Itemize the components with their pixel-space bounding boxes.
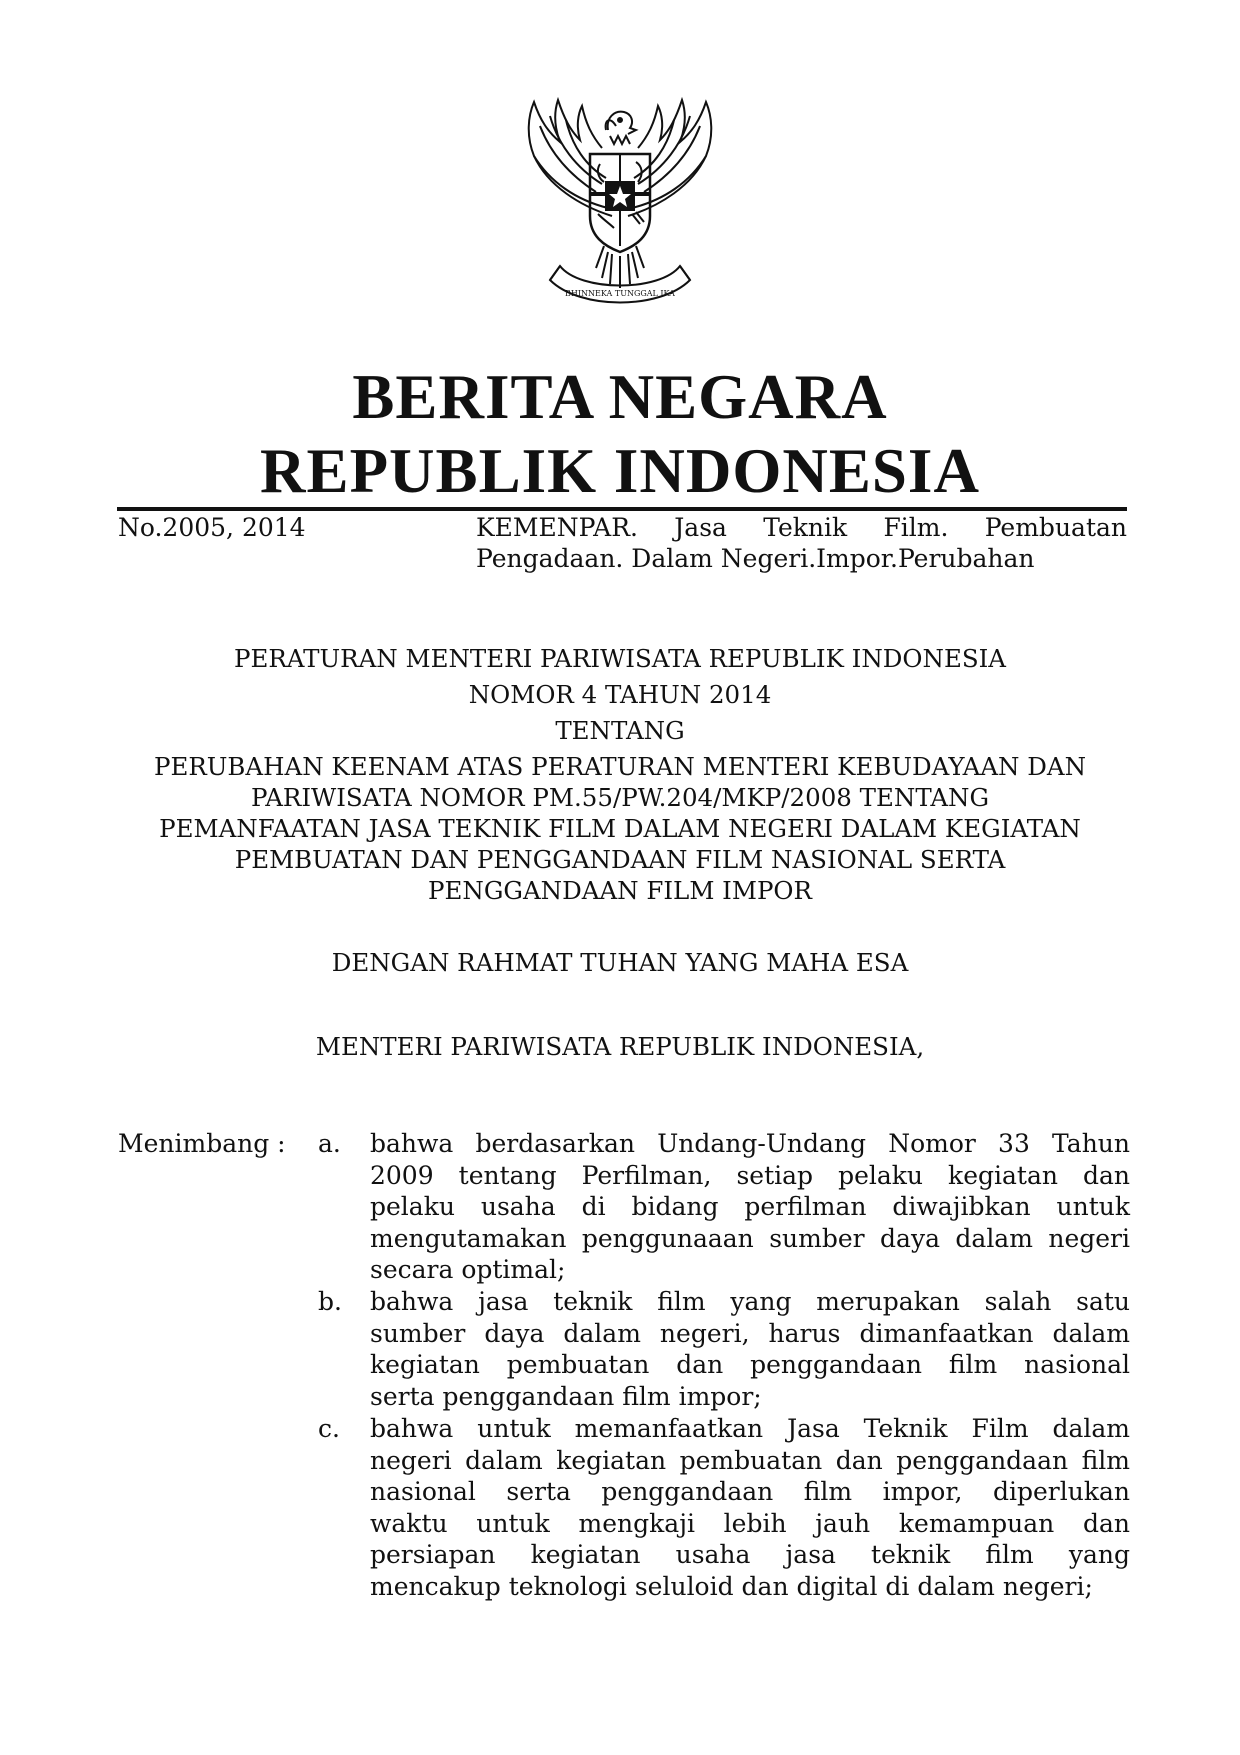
regulation-title-line: PENGGANDAAN FILM IMPOR (428, 876, 812, 905)
item-line: pelaku usaha di bidang perfilman diwajibkan untuk (370, 1192, 1130, 1221)
regulation-heading-line2: NOMOR 4 TAHUN 2014 (468, 680, 772, 709)
item-line: mencakup teknologi seluloid dan digital di dalam negeri; (370, 1571, 1093, 1601)
masthead-title-line2: REPUBLIK INDONESIA (260, 436, 980, 506)
masthead-divider (117, 507, 1127, 511)
item-line: kegiatan pembuatan dan penggandaan film nasional (370, 1350, 1130, 1379)
item-line: secara optimal; (370, 1255, 566, 1284)
item-marker: a. (318, 1129, 341, 1158)
item-marker: b. (318, 1287, 342, 1316)
item-line: bahwa jasa teknik film yang merupakan salah satu (370, 1287, 1130, 1316)
item-line: bahwa untuk memanfaatkan Jasa Teknik Film dalam (370, 1414, 1130, 1443)
regulation-title-line: PEMANFAATAN JASA TEKNIK FILM DALAM NEGERI DALAM KEGIATAN (159, 814, 1081, 843)
gazette-subject-line2: Pengadaan. Dalam Negeri.Impor.Perubahan (476, 544, 1035, 573)
item-text (370, 1286, 1130, 1412)
regulation-title-line: PEMBUATAN DAN PENGGANDAAN FILM NASIONAL SERTA (234, 845, 1006, 874)
regulation-title-line: PERUBAHAN KEENAM ATAS PERATURAN MENTERI KEBUDAYAAN DAN (153, 752, 1087, 781)
regulation-heading-line3: TENTANG (555, 716, 685, 745)
item-line: waktu untuk mengkaji lebih jauh kemampuan dan (370, 1508, 1130, 1538)
item-line: negeri dalam kegiatan pembuatan dan penggandaan film (370, 1445, 1130, 1475)
item-line: 2009 tentang Perfilman, setiap pelaku kegiatan dan (370, 1160, 1130, 1190)
item-line: sumber daya dalam negeri, harus dimanfaatkan dalam (370, 1318, 1130, 1348)
item-marker: c. (318, 1414, 340, 1443)
item-line: persiapan kegiatan usaha jasa teknik film yang (370, 1540, 1130, 1569)
regulation-title-line: PARIWISATA NOMOR PM.55/PW.204/MKP/2008 TENTANG (250, 783, 990, 812)
invocation: DENGAN RAHMAT TUHAN YANG MAHA ESA (331, 948, 909, 977)
gazette-number: No.2005, 2014 (118, 513, 306, 542)
garuda-pancasila-emblem-icon (520, 96, 720, 314)
item-text (370, 1128, 1130, 1286)
item-line: nasional serta penggandaan film impor, diperlukan (370, 1477, 1130, 1506)
masthead-title-line1: BERITA NEGARA (352, 362, 888, 432)
item-line: mengutamakan penggunaaan sumber daya dalam negeri (370, 1223, 1130, 1253)
item-line: serta penggandaan film impor; (370, 1381, 762, 1411)
item-line: bahwa berdasarkan Undang-Undang Nomor 33 Tahun (370, 1129, 1130, 1158)
gazette-subject-line1: KEMENPAR. Jasa Teknik Film. Pembuatan (476, 513, 1127, 542)
emblem-motto-text: BHINNEKA TUNGGAL IKA (565, 289, 675, 298)
issuing-official: MENTERI PARIWISATA REPUBLIK INDONESIA, (315, 1032, 925, 1061)
considerations-label: Menimbang : (118, 1129, 286, 1158)
regulation-heading-line1: PERATURAN MENTERI PARIWISATA REPUBLIK INDONESIA (233, 644, 1006, 673)
gazette-subject (476, 512, 1127, 574)
item-text (370, 1413, 1130, 1602)
